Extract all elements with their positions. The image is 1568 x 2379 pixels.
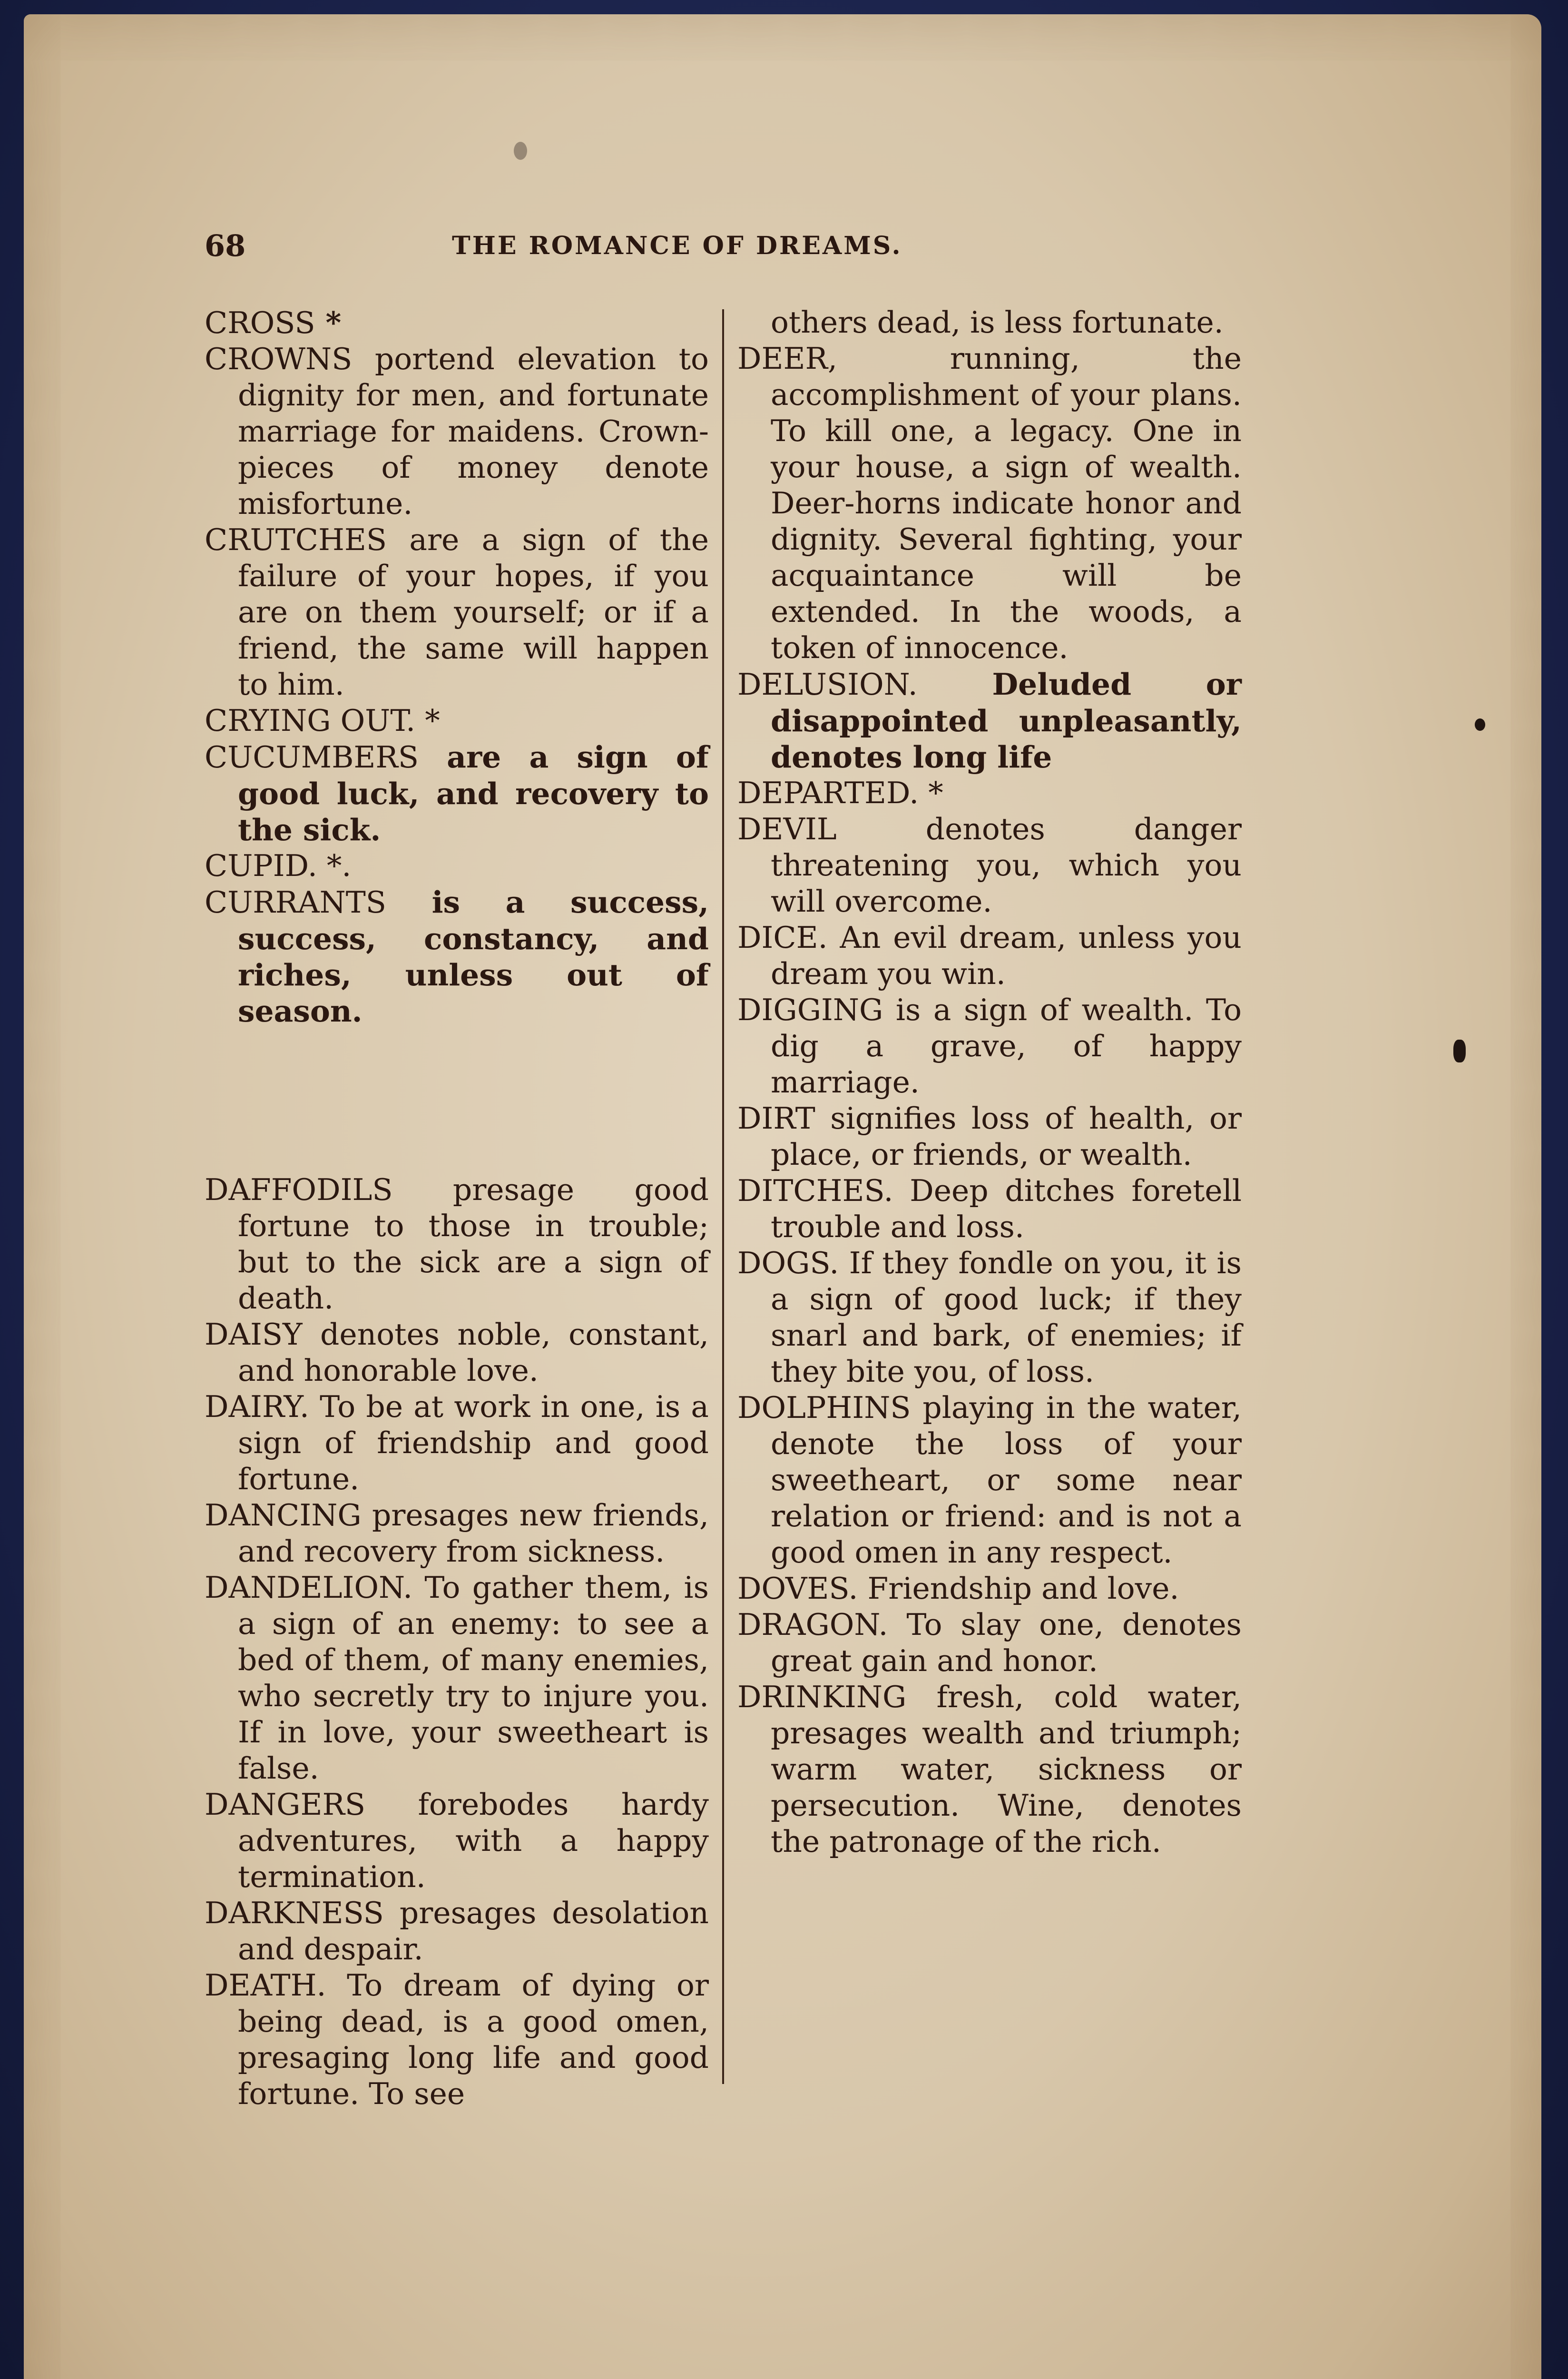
dictionary-entry xyxy=(737,1607,1242,1679)
column-divider xyxy=(722,309,724,2084)
entry-text: are a sign of the failure of your hopes, if you are on them yourself; or if a friend, the same will happen to him. xyxy=(238,522,709,702)
entry-headword: DIRT xyxy=(737,1101,815,1136)
dictionary-entry xyxy=(205,1570,709,1787)
dictionary-entry xyxy=(737,1245,1242,1390)
entry-text: If they fondle on you, it is a sign of good luck; if they snarl and bark, of enemies; if they bite you, of loss. xyxy=(771,1246,1242,1389)
entry-headword: DANDELION. xyxy=(205,1570,413,1605)
entry-text: *. xyxy=(317,848,352,883)
entry-headword: CROSS xyxy=(205,305,315,340)
entry-headword: DANCING xyxy=(205,1498,362,1533)
dictionary-entry xyxy=(205,341,709,522)
entry-text: presage good fortune to those in trouble; but to the sick are a sign of death. xyxy=(238,1172,709,1316)
left-column xyxy=(205,305,709,2112)
entry-headword: DRINKING xyxy=(737,1680,907,1714)
dictionary-entry xyxy=(205,1967,709,2112)
entry-headword: DEPARTED. xyxy=(737,776,919,810)
dictionary-entry xyxy=(737,920,1242,992)
entry-text: * xyxy=(919,776,943,810)
entry-headword: DANGERS xyxy=(205,1787,366,1822)
entry-text: * xyxy=(415,703,440,738)
dictionary-entry xyxy=(205,1895,709,1967)
entry-text: Deluded or disappointed unpleasantly, denotes long life xyxy=(771,667,1242,775)
entry-text: playing in the water, denote the loss of your sweetheart, or some near relation or friend: and is not a good omen in any respect. xyxy=(771,1390,1242,1570)
entry-text: Friendship and love. xyxy=(858,1571,1179,1606)
dictionary-entry xyxy=(737,1101,1242,1173)
entry-text: To slay one, denotes great gain and honor. xyxy=(771,1607,1242,1678)
dictionary-entry xyxy=(737,1173,1242,1245)
entry-headword: DARKNESS xyxy=(205,1896,384,1930)
dictionary-entry xyxy=(737,341,1242,666)
entry-headword: CUCUMBERS xyxy=(205,740,419,775)
entry-headword: DELUSION. xyxy=(737,667,918,702)
dictionary-entry xyxy=(205,703,709,739)
entry-text: signifies loss of health, or place, or friends, or wealth. xyxy=(771,1101,1242,1172)
section-gap xyxy=(205,1029,709,1172)
entry-headword: CRYING OUT. xyxy=(205,703,416,738)
dictionary-entry xyxy=(205,522,709,703)
dictionary-entry xyxy=(205,1787,709,1895)
dictionary-entry xyxy=(737,992,1242,1101)
entry-text: others dead, is less fortunate. xyxy=(771,305,1224,340)
entry-headword: DAISY xyxy=(205,1317,303,1352)
entry-text: fresh, cold water, presages wealth and triumph; warm water, sickness or persecution. Wine, denotes the patronage of the rich. xyxy=(771,1680,1242,1859)
entry-headword: DOGS. xyxy=(737,1246,839,1280)
entry-text: , running, the accomplishment of your plans. To kill one, a legacy. One in your house, a sign of wealth. Deer-horns indicate honor and dignity. Several fighting, your acquaintance will be extended. In the woods, a token of innocence. xyxy=(771,341,1242,665)
entry-text: is a sign of wealth. To dig a grave, of happy marriage. xyxy=(771,993,1242,1100)
ink-speck xyxy=(1475,718,1485,731)
entry-text: denotes danger threatening you, which you will overcome. xyxy=(771,812,1242,919)
entry-text: An evil dream, unless you dream you win. xyxy=(771,920,1242,991)
dictionary-entry xyxy=(205,305,709,341)
dictionary-entry xyxy=(737,811,1242,920)
entry-text: To gather them, is a sign of an enemy: to see a bed of them, of many enemies, who secretly try to injure you. If in love, your sweetheart is false. xyxy=(238,1570,709,1786)
entry-headword: DEVIL xyxy=(737,812,837,846)
entry-text: portend elevation to dignity for men, and fortunate marriage for maidens. Crown-pieces of money denote misfortune. xyxy=(238,342,709,521)
entry-text: is a success, success, constancy, and riches, unless out of season. xyxy=(238,885,709,1029)
right-column xyxy=(737,305,1242,1860)
dictionary-entry xyxy=(737,305,1242,341)
dictionary-entry xyxy=(205,739,709,848)
entry-headword: DEATH. xyxy=(205,1968,326,2003)
entry-headword: DOLPHINS xyxy=(737,1390,911,1425)
entry-headword: CURRANTS xyxy=(205,885,386,920)
entry-headword: DEER xyxy=(737,341,828,376)
running-head xyxy=(205,228,1237,266)
dictionary-entry xyxy=(737,1679,1242,1860)
dictionary-entry xyxy=(737,775,1242,811)
entry-headword: CROWNS xyxy=(205,342,353,376)
entry-text: presages new friends, and recovery from sickness. xyxy=(238,1498,709,1569)
entry-headword: DICE. xyxy=(737,920,828,955)
dictionary-entry xyxy=(205,1172,709,1317)
entry-text: To be at work in one, is a sign of friendship and good fortune. xyxy=(238,1389,709,1496)
entry-text: denotes noble, constant, and honorable love. xyxy=(238,1317,709,1388)
dictionary-entry xyxy=(205,848,709,884)
entry-text: are a sign of good luck, and recovery to the sick. xyxy=(238,739,709,847)
entry-text: forebodes hardy adventures, with a happy termination. xyxy=(238,1787,709,1894)
entry-headword: DAIRY. xyxy=(205,1389,309,1424)
entry-headword: DOVES. xyxy=(737,1571,858,1606)
entry-headword: DRAGON. xyxy=(737,1607,888,1642)
dictionary-entry xyxy=(737,1571,1242,1607)
entry-headword: DITCHES. xyxy=(737,1173,893,1208)
entry-text: * xyxy=(315,305,342,340)
ink-speck xyxy=(514,142,527,160)
dictionary-entry xyxy=(205,884,709,1029)
entry-headword: DAFFODILS xyxy=(205,1172,393,1207)
dictionary-entry xyxy=(205,1317,709,1389)
running-title: THE ROMANCE OF DREAMS. xyxy=(452,231,902,260)
entry-headword: CUPID. xyxy=(205,848,317,883)
entry-text: presages desolation and despair. xyxy=(238,1896,709,1966)
dictionary-entry xyxy=(205,1389,709,1497)
dictionary-entry xyxy=(737,666,1242,775)
dictionary-entry xyxy=(737,1390,1242,1571)
entry-headword: DIGGING xyxy=(737,993,883,1027)
dictionary-entry xyxy=(205,1497,709,1570)
entry-text: To dream of dying or being dead, is a good omen, presaging long life and good fortune. To see xyxy=(238,1968,709,2111)
ink-speck xyxy=(1453,1040,1466,1062)
entry-text: Deep ditches foretell trouble and loss. xyxy=(771,1173,1242,1244)
entry-headword: CRUTCHES xyxy=(205,522,387,557)
page-number: 68 xyxy=(205,228,246,263)
